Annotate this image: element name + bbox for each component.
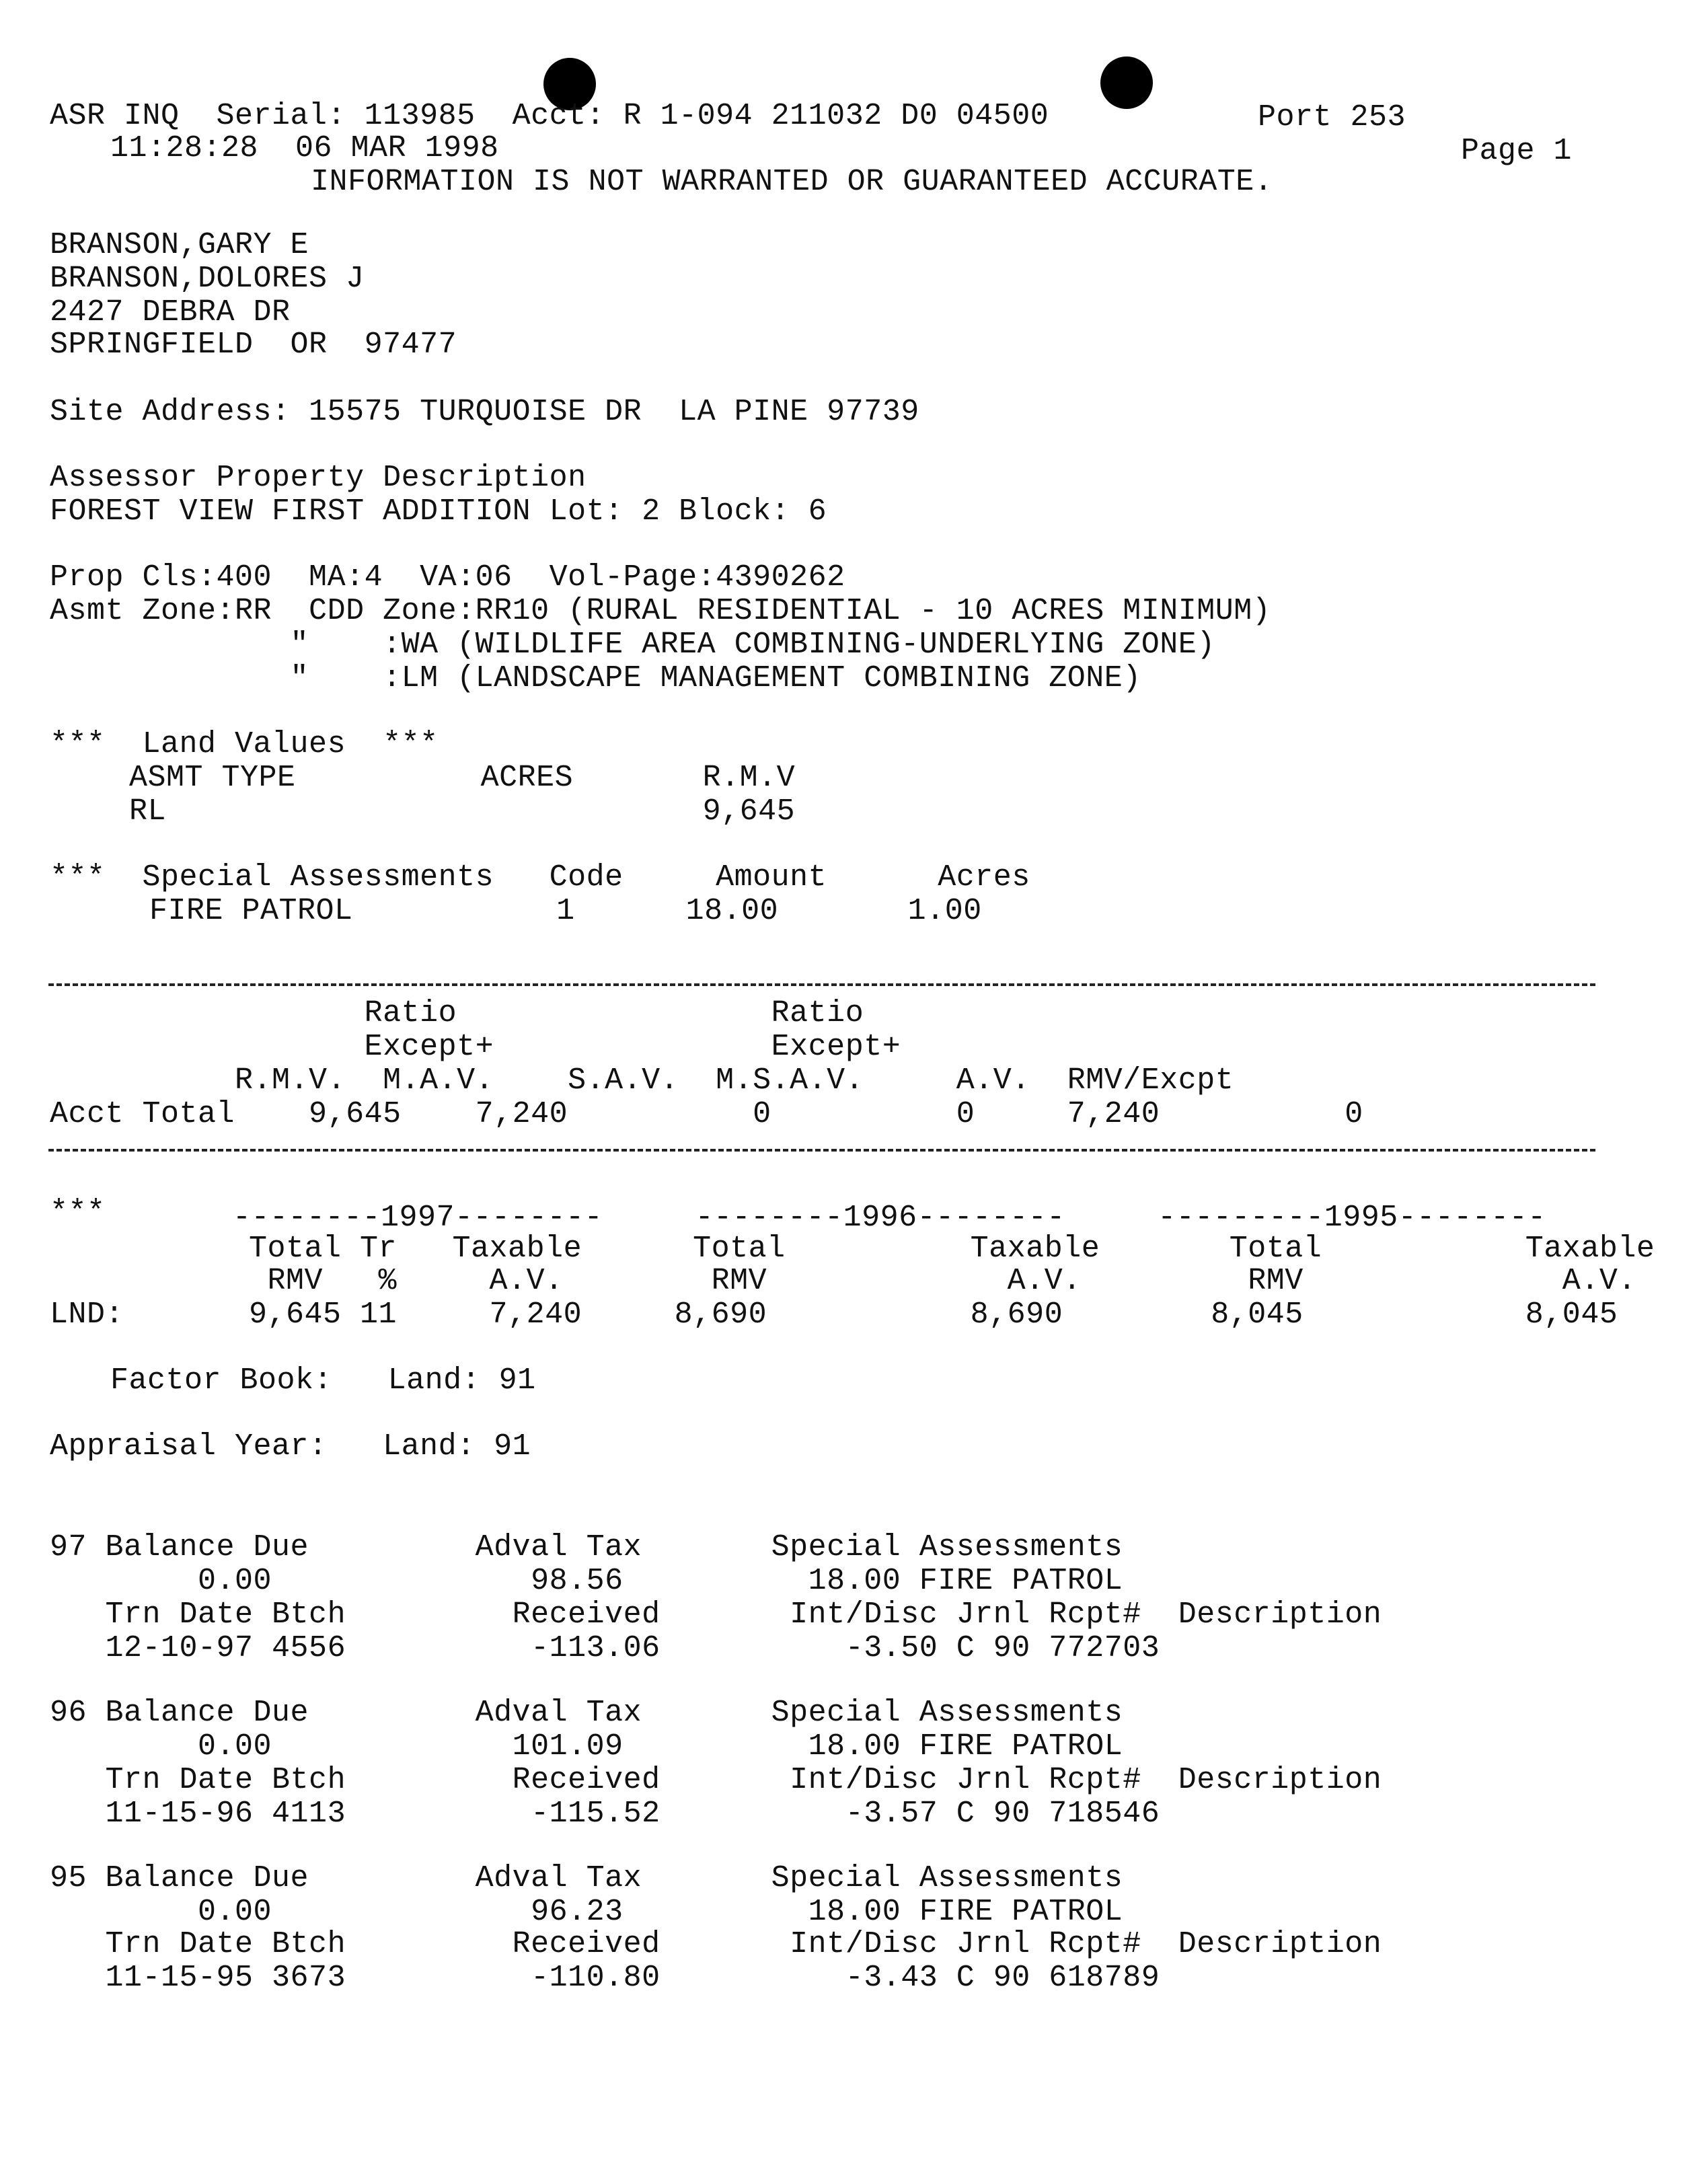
balance-line: 11-15-95 3673 -110.80 -3.43 C 90 618789 [50, 1961, 1160, 1995]
page-number: Page 1 [1461, 134, 1573, 168]
header-line: ASR INQ Serial: 113985 Acct: R 1-094 211032 D0 04500 [50, 99, 1049, 133]
owner-city: SPRINGFIELD OR 97477 [50, 328, 457, 362]
owner-name-1: BRANSON,GARY E [50, 228, 309, 262]
disclaimer: INFORMATION IS NOT WARRANTED OR GUARANTEED ACCURATE. [311, 165, 1273, 199]
land-values-row: RL 9,645 [129, 794, 796, 829]
owner-name-2: BRANSON,DOLORES J [50, 262, 365, 296]
zone-line-3: " :LM (LANDSCAPE MANAGEMENT COMBINING ZONE) [50, 661, 1141, 695]
factor-book: Factor Book: Land: 91 [110, 1363, 536, 1398]
owner-street: 2427 DEBRA DR [50, 295, 291, 330]
punch-hole-right [1100, 57, 1153, 109]
balance-line: 0.00 101.09 18.00 FIRE PATROL [50, 1729, 1123, 1764]
history-year-header: --------1997-------- --------1996-------- ---------1995-------- [233, 1201, 1546, 1235]
property-description: FOREST VIEW FIRST ADDITION Lot: 2 Block: 6 [50, 494, 827, 529]
acct-total-header-2: Except+ Except+ [50, 1030, 901, 1064]
report-datetime: 11:28:28 06 MAR 1998 [110, 131, 499, 165]
history-stars: *** [50, 1195, 106, 1230]
history-lnd-label: LND: [50, 1297, 124, 1332]
balance-line: 11-15-96 4113 -115.52 -3.57 C 90 718546 [50, 1797, 1160, 1831]
balance-line: 0.00 98.56 18.00 FIRE PATROL [50, 1564, 1123, 1598]
balance-line: 95 Balance Due Adval Tax Special Assessments [50, 1861, 1123, 1895]
balance-line: Trn Date Btch Received Int/Disc Jrnl Rcpt# Description [50, 1927, 1382, 1961]
zone-line-1: Asmt Zone:RR CDD Zone:RR10 (RURAL RESIDENTIAL - 10 ACRES MINIMUM) [50, 594, 1271, 628]
appraisal-year: Appraisal Year: Land: 91 [50, 1429, 531, 1464]
history-header-1: Total Tr Taxable Total Taxable Total Taxable [249, 1232, 1655, 1266]
balance-line: 12-10-97 4556 -113.06 -3.50 C 90 772703 [50, 1631, 1160, 1665]
balance-line: 97 Balance Due Adval Tax Special Assessments [50, 1530, 1123, 1565]
property-class-line: Prop Cls:400 MA:4 VA:06 Vol-Page:4390262 [50, 560, 845, 595]
acct-total-header-1: Ratio Ratio [50, 996, 864, 1030]
property-heading: Assessor Property Description [50, 461, 587, 495]
dashed-divider-bottom [48, 1149, 1595, 1152]
balance-line: Trn Date Btch Received Int/Disc Jrnl Rcpt# Description [50, 1597, 1382, 1632]
dashed-divider-top [48, 983, 1595, 986]
land-values-heading: *** Land Values *** [50, 727, 439, 761]
zone-line-2: " :WA (WILDLIFE AREA COMBINING-UNDERLYING ZONE) [50, 628, 1215, 662]
balance-line: 0.00 96.23 18.00 FIRE PATROL [50, 1895, 1123, 1929]
balance-line: 96 Balance Due Adval Tax Special Assessments [50, 1696, 1123, 1730]
land-values-columns: ASMT TYPE ACRES R.M.V [129, 761, 796, 795]
special-assessments-heading: *** Special Assessments Code Amount Acres [50, 860, 1030, 895]
history-header-2: RMV % A.V. RMV A.V. RMV A.V. [249, 1264, 1636, 1298]
balance-line: Trn Date Btch Received Int/Disc Jrnl Rcpt# Description [50, 1763, 1382, 1797]
port-number: Port 253 [1258, 100, 1406, 135]
site-address: Site Address: 15575 TURQUOISE DR LA PINE 97739 [50, 395, 919, 429]
acct-total-row: Acct Total 9,645 7,240 0 0 7,240 0 [50, 1097, 1363, 1131]
acct-total-header-3: R.M.V. M.A.V. S.A.V. M.S.A.V. A.V. RMV/Excpt [50, 1063, 1234, 1098]
special-assessments-row: FIRE PATROL 1 18.00 1.00 [149, 894, 982, 928]
history-lnd-values: 9,645 11 7,240 8,690 8,690 8,045 8,045 [249, 1297, 1618, 1332]
